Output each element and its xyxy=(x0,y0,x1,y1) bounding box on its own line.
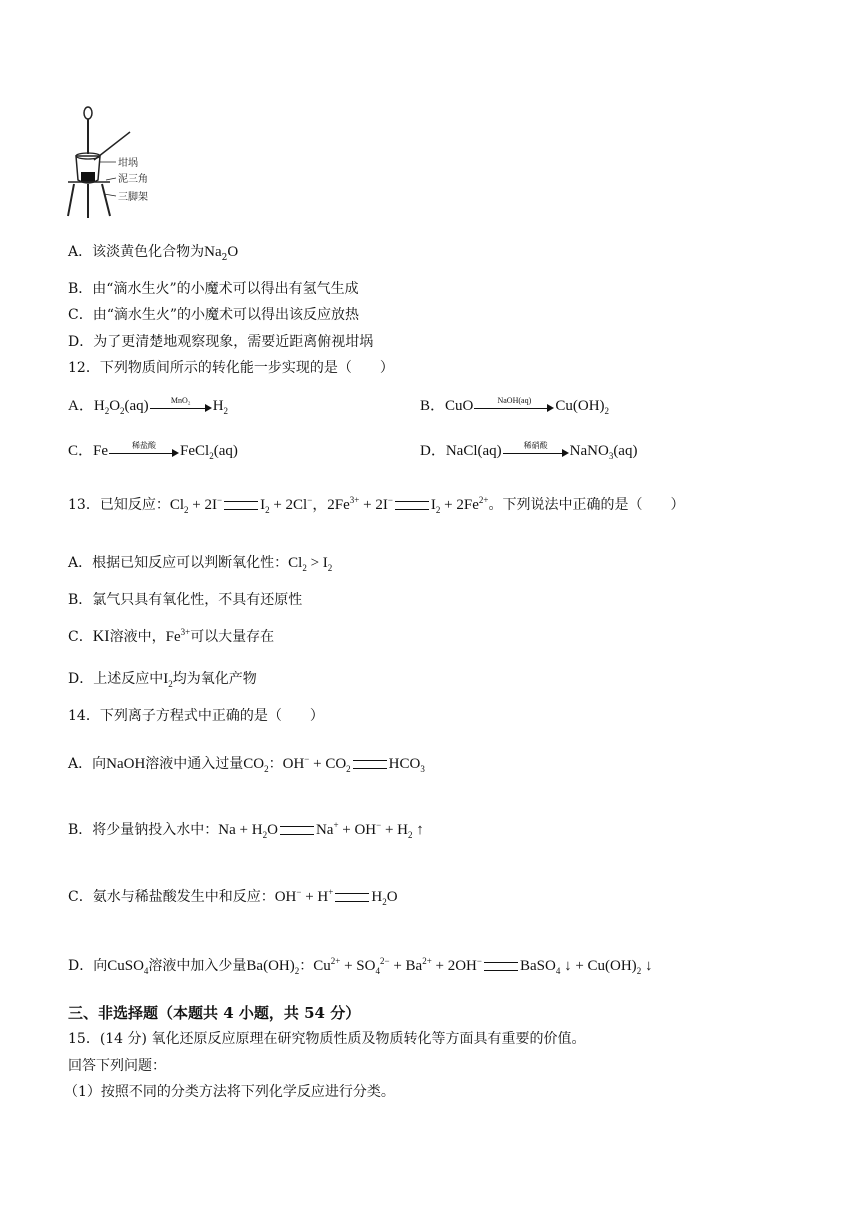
section-3-title: 三、非选择题（本题共 4 小题，共 54 分） xyxy=(68,1004,361,1022)
q15-prompt: 回答下列问题： xyxy=(68,1058,166,1074)
q13-option-a: A．根据已知反应可以判断氧化性：$Cl_2 > I_2$ xyxy=(68,555,333,573)
q12-option-c: C．Fe 稀盐酸 FeCl$_2$(aq) xyxy=(68,440,238,461)
reaction-arrow: NaOH(aq) xyxy=(474,400,554,414)
q12-option-b: B．CuO NaOH(aq) $Cu(OH)_2$ xyxy=(420,395,610,416)
q14-option-b: B．将少量钠投入水中：$Na + H_2O$ $Na^+ + OH^- + H_2$ ↑ xyxy=(68,820,424,840)
q11-option-c: C．由“滴水生火”的小魔术可以得出该反应放热 xyxy=(68,307,360,323)
q13-option-b: B．氯气只具有氧化性，不具有还原性 xyxy=(68,592,303,608)
label-crucible: 坩埚 xyxy=(118,158,138,169)
q13-option-d: D．上述反应中$I_2$均为氧化产物 xyxy=(68,671,257,689)
q13-stem: 13．已知反应：$Cl_2 + 2I^-$ $I_2 + 2Cl^-$，$2Fe^{3+} + 2I^-$ $I_2 + 2Fe^{2+}$。下列说法中正确的是（ ） xyxy=(68,495,685,515)
q12-stem: 12．下列物质间所示的转化能一步实现的是（ ） xyxy=(68,360,394,376)
q15-stem: 15．(14 分) 氧化还原反应原理在研究物质性质及物质转化等方面具有重要的价值。 xyxy=(68,1031,586,1047)
q11-option-a: A．该淡黄色化合物为$Na_2O$ xyxy=(68,244,239,263)
q13-option-c: C．KI溶液中，$Fe^{3+}$可以大量存在 xyxy=(68,627,275,645)
q11-option-d: D．为了更清楚地观察现象，需要近距离俯视坩埚 xyxy=(68,334,374,350)
q14-option-a: A．向NaOH溶液中通入过量$CO_2$：$OH^- + CO_2$ $HCO_3$ xyxy=(68,754,425,774)
label-tripod: 三脚架 xyxy=(118,192,148,203)
q15-sub1: （1）按照不同的分类方法将下列化学反应进行分类。 xyxy=(64,1084,395,1100)
reaction-arrow: MnO₂ xyxy=(150,400,212,414)
q12-option-a: A．$H_2O_2(aq)$ MnO₂ $H_2$ xyxy=(68,395,229,416)
q11-option-b: B．由“滴水生火”的小魔术可以得出有氢气生成 xyxy=(68,281,359,297)
q12-option-d: D．NaCl(aq) 稀硝酸 NaNO$_3$(aq) xyxy=(420,440,638,461)
reaction-arrow: 稀硝酸 xyxy=(503,445,569,459)
q14-option-c: C．氨水与稀盐酸发生中和反应：OH− + H+ $H_2O$ xyxy=(68,887,398,907)
reaction-arrow: 稀盐酸 xyxy=(109,445,179,459)
q14-stem: 14．下列离子方程式中正确的是（ ） xyxy=(68,708,324,724)
label-clay-triangle: 泥三角 xyxy=(118,174,148,185)
q14-option-d: D．向CuSO$_4$溶液中加入少量$Ba(OH)_2$：$Cu^{2+} + SO_4^{2-} + Ba^{2+} + 2OH^-$ BaSO$_4$ ↓ + $Cu(OH)_2$ ↓ xyxy=(68,956,653,976)
crucible-apparatus-figure xyxy=(66,104,186,224)
